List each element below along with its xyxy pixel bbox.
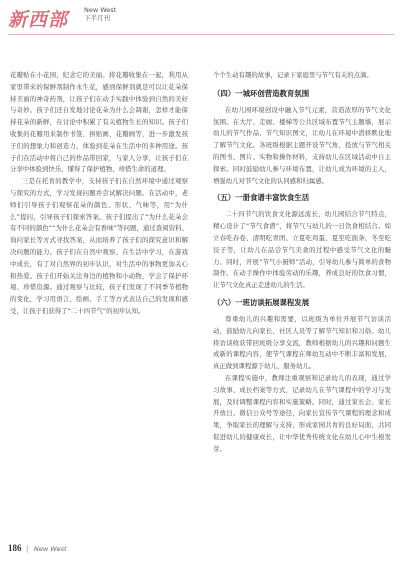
body-paragraph: 个个生动有趣的故事，记录下家庭里与节气有关的点滴。	[213, 71, 373, 79]
body-paragraph: 尊重幼儿的兴趣和需要，以班级为单位开展节气访谈活动，鼓励幼儿向家长、社区人员等了解节气知识和习俗。幼儿将访谈收获带回班级分享交流，教师根据幼儿的兴趣和问题生成新的课程内容，使节气课程在师幼互动中不断丰富和发展，真正做到课程源于幼儿、服务幼儿。	[213, 314, 391, 371]
body-paragraph: 在课程实施中，教师注重观察和记录幼儿的表现，通过学习故事、成长档案等方式，记录幼儿在节气课程中的学习与发展，及时调整课程内容和实施策略。同时，通过家长会、家长开放日、微信公众号等途径，向家长宣传节气课程的理念和成果，争取家长的理解与支持，形成家园共育的良好局面，共同促进幼儿的健康成长，让中华优秀传统文化在幼儿心中生根发芽。	[213, 373, 391, 453]
page-number: 186	[8, 543, 22, 553]
magazine-logo: 新西部	[8, 9, 69, 31]
logo-subtitle-cn: 下半月刊	[84, 14, 110, 22]
section-heading: （六）一班访谈拓展课程发展	[213, 297, 310, 307]
body-paragraph: 二十四节气的饮食文化源远流长，幼儿园结合节气特点，精心设计了“节气食谱”，将节气与幼儿的一日饮食相结合。如立春吃春卷、清明吃青团、立夏吃鸡蛋、夏至吃面条、冬至吃饺子等，让幼儿在品尝节气美食的过程中感受节气文化的魅力。同时，开展“节气小厨师”活动，引导幼儿参与简单的食物制作，在动手操作中体验劳动的乐趣，养成良好的饮食习惯，让节气文化真正走进幼儿的生活。	[213, 210, 391, 290]
body-paragraph: 花瓣贴在小花园，纪念它的美丽。将花瓣收集在一起，利用从家里带来的保鲜剂制作永生花，感到保鲜剂就是可以让花朵保持美丽的神奇药剂，让孩子们在动手实践中体验到自然的美好与奇妙。孩子们还自发地讨论花朵为什么会凋谢，怎样才能保持花朵的新鲜，在讨论中积累了有关植物生长的知识。孩子们收集的花瓣用来制作书签、拼贴画、花瓣画等，进一步激发孩子们的想象力和创造力，体验到花朵在生活中的多种用途。孩子们在活动中将自己的作品带回家，与家人分享，让孩子们在分享中体验到快乐，懂得了保护植物、珍惜生命的道理。	[10, 71, 188, 174]
masthead	[0, 0, 402, 36]
body-paragraph: 在幼儿园环境创设中融入节气元素，营造浓厚的节气文化氛围。在大厅、走廊、楼梯等公共区域布置节气主题墙，展示幼儿的节气作品、节气知识图文，让幼儿在环境中潜移默化地了解节气文化。各班级根据主题开设节气角，投放与节气相关的图书、图片、实物和操作材料，支持幼儿在区域活动中自主探索。同时鼓励幼儿参与环境布置，让幼儿成为环境的主人，增强幼儿对节气文化的认同感和归属感。	[213, 105, 391, 185]
footer-magazine-name: New West	[34, 545, 67, 553]
footer-separator: |	[26, 545, 29, 553]
logo-subtitle	[84, 6, 140, 22]
header-rule	[8, 34, 394, 35]
logo-subtitle-en: New West	[84, 6, 117, 14]
body-paragraph: 三是在托育的教学中，支持孩子们在自然环境中通过观察与探究的方式，学习发现问题并尝试解决问题。在活动中，老师们引导孩子们观察花朵的颜色、形状、气味等，用“为什么”提问，引导孩子们探索答案。孩子们提出了“为什么花朵会有不同的颜色”“为什么花朵会有香味”等问题，通过查阅资料、询问家长等方式寻找答案，从而培养了孩子们的探究意识和解决问题的能力。孩子们在自然中观察、在生活中学习，在游戏中成长，有了对自然界的初步认识，对生活中的事物更加关心和热爱。孩子们开始关注身边的植物和小动物，学会了保护环境、珍惜资源。通过观察与比较，孩子们发现了不同季节植物的变化，学习用语言、绘画、手工等方式表达自己的发现和感受，让孩子们获得了“二十四节气”的初步认知。	[10, 177, 188, 315]
left-column	[10, 70, 188, 318]
page-footer	[8, 543, 394, 557]
section-heading: （四）一城环创营造教育氛围	[213, 88, 310, 98]
section-heading: （五）一册食谱丰富饮食生活	[213, 193, 310, 203]
right-column	[213, 70, 391, 456]
